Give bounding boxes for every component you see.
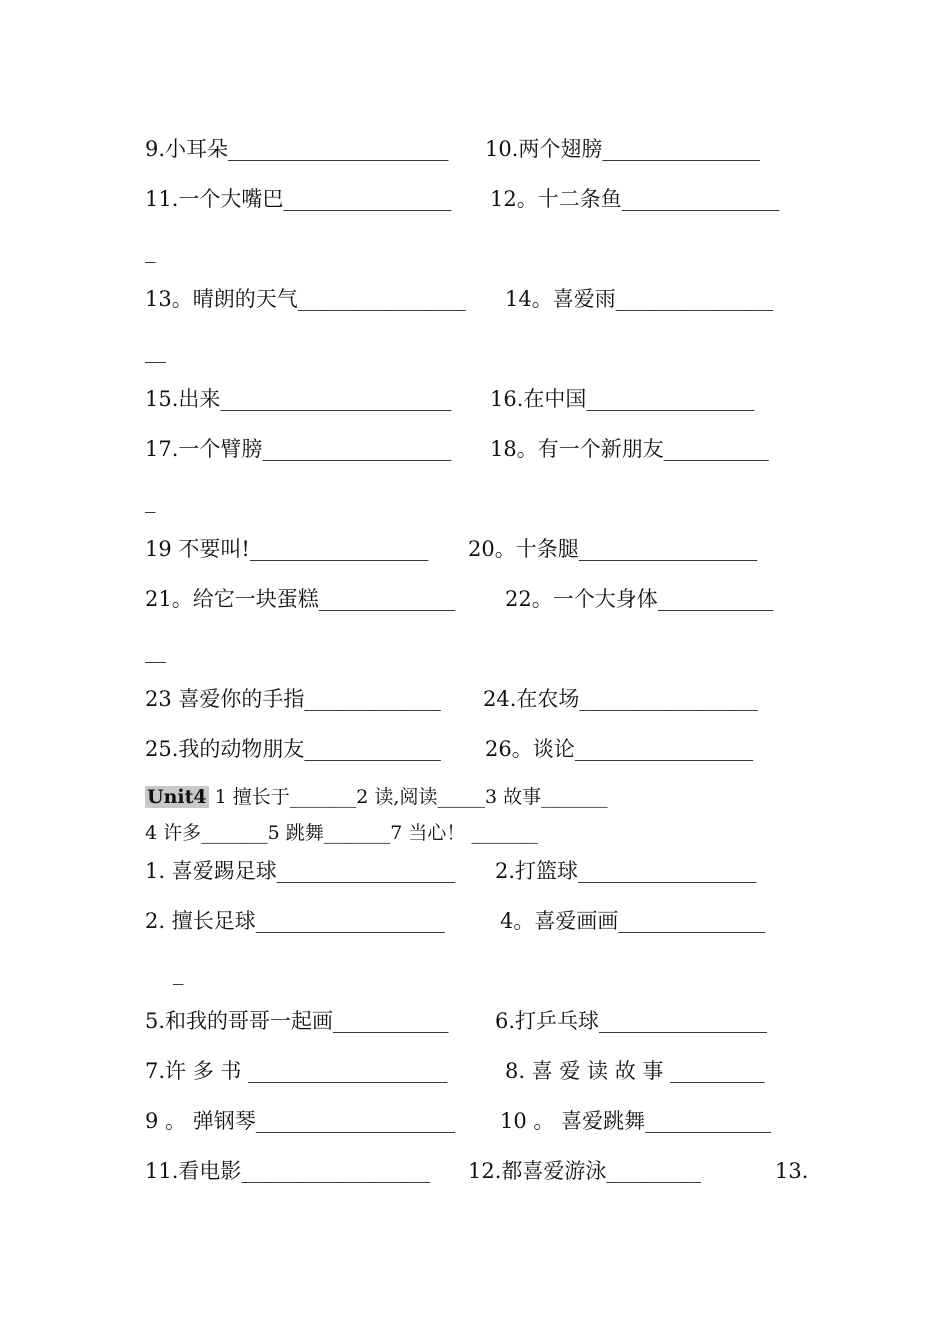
exercise-row — [145, 1056, 810, 1086]
exercise-wrap — [145, 336, 810, 366]
exercise-wrap — [145, 486, 810, 516]
exercise-right: 8. 喜 爱 读 故 事 _________ — [505, 1059, 765, 1083]
unit4-vocab-line — [145, 782, 810, 812]
exercise-wrap — [145, 958, 810, 988]
exercise-row — [145, 184, 810, 214]
exercise-left: 17.一个臂膀__________________ — [145, 437, 452, 461]
exercise-left: 21。给它一块蛋糕_____________ — [145, 587, 456, 611]
exercise-left: 23 喜爱你的手指_____________ — [145, 687, 441, 711]
exercise-left: 11.看电影__________________ — [145, 1159, 431, 1183]
exercise-row — [145, 1156, 810, 1186]
exercise-row — [145, 734, 810, 764]
exercise-left: 2. 擅长足球__________________ — [145, 909, 445, 933]
exercise-left: 9.小耳朵_____________________ — [145, 137, 449, 161]
exercise-row — [145, 284, 810, 314]
exercise-right: 10.两个翅膀_______________ — [485, 137, 760, 161]
exercise-row — [145, 684, 810, 714]
exercise-left: 1. 喜爱踢足球_________________ — [145, 859, 456, 883]
exercise-right: 12.都喜爱游泳_________ — [468, 1159, 701, 1183]
blank-continuation: _ — [145, 239, 156, 263]
exercise-row — [145, 584, 810, 614]
exercise-wrap — [145, 236, 810, 266]
exercise-row — [145, 134, 810, 164]
exercise-left: 25.我的动物朋友_____________ — [145, 737, 441, 761]
exercise-right: 14。喜爱雨_______________ — [505, 287, 774, 311]
exercise-right: 20。十条腿_________________ — [468, 537, 758, 561]
exercise-left: 19 不要叫!_________________ — [145, 537, 429, 561]
blank-continuation: __ — [145, 639, 166, 663]
exercise-left: 9 。 弹钢琴___________________ — [145, 1109, 456, 1133]
exercise-left: 13。晴朗的天气________________ — [145, 287, 466, 311]
exercise-row — [145, 1106, 810, 1136]
unit-heading: Unit4 — [147, 786, 207, 808]
exercise-row — [145, 906, 810, 936]
blank-continuation: _ — [145, 489, 156, 513]
exercise-right: 26。谈论_________________ — [485, 737, 754, 761]
exercise-right: 10 。 喜爱跳舞____________ — [500, 1109, 772, 1133]
exercise-row — [145, 384, 810, 414]
exercise-left: 7.许 多 书 ___________________ — [145, 1059, 448, 1083]
exercise-left: 15.出来______________________ — [145, 387, 452, 411]
unit4-vocab-line — [145, 818, 810, 848]
exercise-next-number: 13. — [775, 1159, 809, 1183]
exercise-left: 11.一个大嘴巴________________ — [145, 187, 452, 211]
exercise-wrap — [145, 636, 810, 666]
exercise-right: 22。一个大身体___________ — [505, 587, 774, 611]
exercise-right: 4。喜爱画画______________ — [500, 909, 766, 933]
exercise-right: 2.打篮球_________________ — [495, 859, 757, 883]
exercise-row — [145, 1006, 810, 1036]
exercise-right: 18。有一个新朋友__________ — [490, 437, 769, 461]
exercise-right: 16.在中国________________ — [490, 387, 755, 411]
exercise-row — [145, 856, 810, 886]
exercise-right: 6.打乒乓球________________ — [495, 1009, 768, 1033]
exercise-left: 5.和我的哥哥一起画___________ — [145, 1009, 449, 1033]
exercise-row — [145, 534, 810, 564]
exercise-row — [145, 434, 810, 464]
vocab-items: 4 许多_______5 跳舞_______7 当心！ _______ — [145, 822, 538, 844]
exercise-right: 24.在农场_________________ — [483, 687, 758, 711]
vocab-items: 1 擅长于_______2 读,阅读_____3 故事_______ — [208, 786, 608, 808]
blank-continuation: _ — [173, 961, 184, 985]
exercise-right: 12。十二条鱼_______________ — [490, 187, 780, 211]
blank-continuation: __ — [145, 339, 166, 363]
